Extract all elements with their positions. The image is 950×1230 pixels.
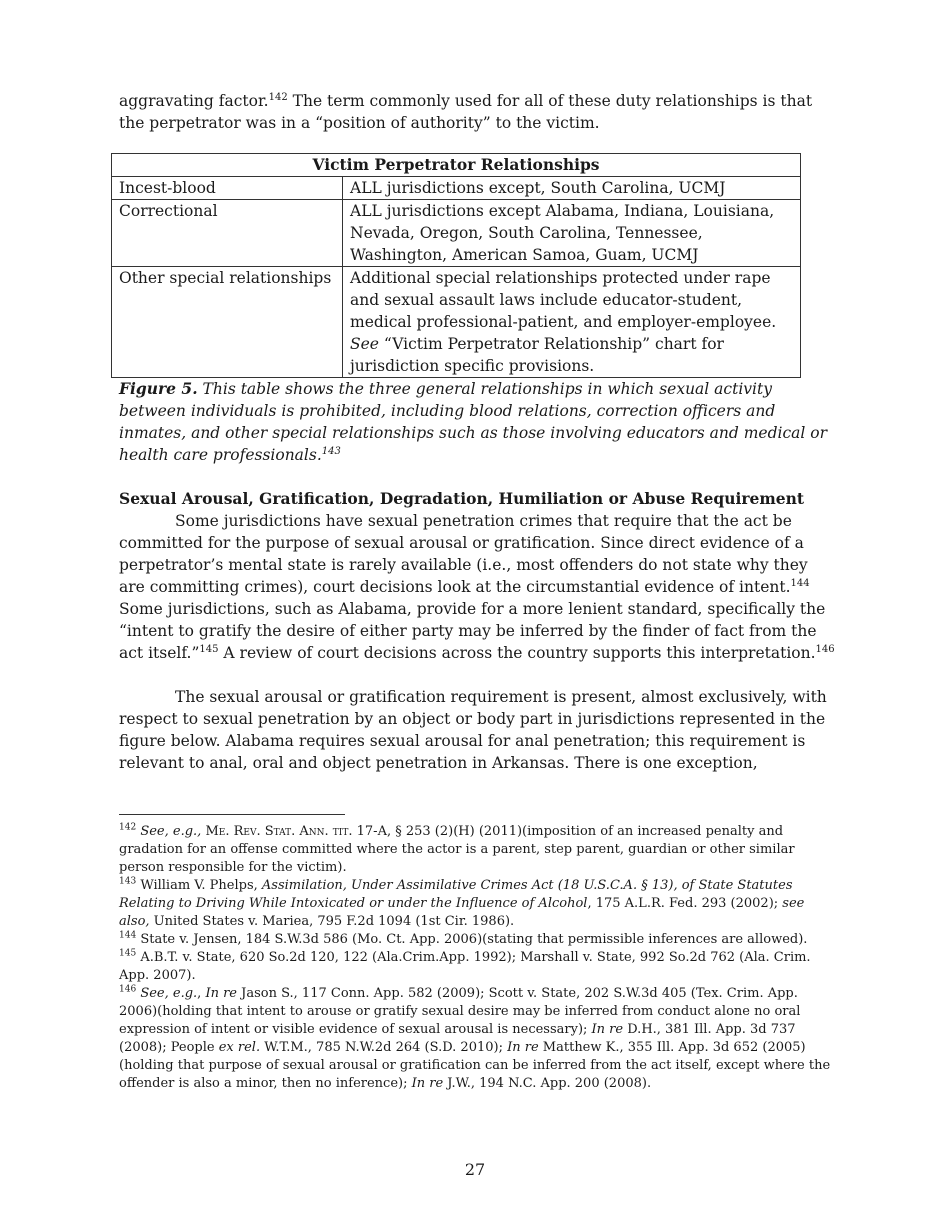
case-signal: ex rel. xyxy=(218,1040,261,1055)
footnote-text: State v. Jensen, 184 S.W.3d 586 (Mo. Ct. App. 2006)(stating that permissible inferences are allowed). xyxy=(136,932,808,947)
table-cell-value: ALL jurisdictions except, South Carolina, UCMJ xyxy=(343,177,801,200)
table-row xyxy=(112,177,801,200)
caption-text: This table shows the three general relationships in which sexual activity between individuals is prohibited, including blood relations, correction officers and inmates, and other special relationships such as those involving educators and medical or health care professionals. xyxy=(119,380,828,464)
table-cell-label: Incest-blood xyxy=(112,177,343,200)
paragraph-text: Some jurisdictions have sexual penetration crimes that require that the act be committed for the purpose of sexual arousal or gratification. Since direct evidence of a perpetrator’s mental state is rarely available (i.e., most offenders do not state why they are committing crimes), court decisions look at the circumstantial evidence of intent. xyxy=(119,512,808,596)
page-number: 27 xyxy=(464,1160,486,1179)
body-paragraph xyxy=(119,510,835,664)
footnote-divider xyxy=(119,814,345,815)
see-signal: See, e.g., xyxy=(140,824,202,839)
footnote-ref[interactable]: 146 xyxy=(815,643,835,655)
footnote-number: 144 xyxy=(119,930,137,941)
table-cell-label: Correctional xyxy=(112,200,343,267)
table-title-row xyxy=(112,154,801,177)
figure-caption xyxy=(119,378,835,466)
footnote-145 xyxy=(119,949,835,985)
table-row xyxy=(112,267,801,378)
case-signal: In re xyxy=(591,1022,624,1037)
see-signal: see also, xyxy=(119,896,805,929)
table-title: Victim Perpetrator Relationships xyxy=(112,154,801,177)
footnote-ref[interactable]: 144 xyxy=(790,577,810,589)
footnote-ref[interactable]: 145 xyxy=(199,643,219,655)
table-row xyxy=(112,200,801,267)
intro-paragraph xyxy=(119,90,835,134)
relationships-table xyxy=(111,153,801,378)
footnote-number: 143 xyxy=(119,876,137,887)
see-signal: See xyxy=(350,335,379,353)
footnote-number: 142 xyxy=(119,822,137,833)
footnote-144 xyxy=(119,931,835,949)
table-cell-value xyxy=(343,267,801,378)
figure-label: Figure 5. xyxy=(119,379,198,398)
article-title: Assimilation, Under Assimilative Crimes Act (18 U.S.C.A. § 13), of State Statutes Relating to Driving While Intoxicated or under the Influence of Alcohol xyxy=(119,878,793,911)
intro-text-end: The term commonly used for all of these duty relationships is that the perpetrator was in a “position of authority” to the victim. xyxy=(119,92,813,132)
footnote-text: William V. Phelps, xyxy=(136,878,262,893)
paragraph-text: Some jurisdictions, such as Alabama, provide for a more lenient standard, specifically the “intent to gratify the desire of either party may be inferred by the finder of fact from the act itself.” xyxy=(119,600,826,662)
footnote-text: D.H., 381 Ill. App. 3d 737 (2008); People xyxy=(119,1022,796,1055)
table-cell-label: Other special relationships xyxy=(112,267,343,378)
footnote-text: Jason S., 117 Conn. App. 582 (2009); Scott v. State, 202 S.W.3d 405 (Tex. Crim. App. 2006)(holding that intent to arouse or gratify sexual desire may be inferred from conduct alone no oral expression of intent or visible evidence of sexual arousal is necessary); xyxy=(119,986,801,1037)
paragraph-text: A review of court decisions across the country supports this interpretation. xyxy=(218,644,816,662)
footnote-text: 17-A, § 253 (2)(H) (2011)(imposition of an increased penalty and gradation for an offense committed where the actor is a parent, step parent, guardian or other similar person responsible for the victim). xyxy=(119,824,795,875)
footnote-number: 146 xyxy=(119,984,137,995)
body-paragraph: The sexual arousal or gratification requirement is present, almost exclusively, with respect to sexual penetration by an object or body part in jurisdictions represented in the figure below. Alabama requires sexual arousal for anal penetration; this requirement is relevant to anal, oral and object penetration in Arkansas. There is one exception, xyxy=(119,688,827,772)
case-signal: In re xyxy=(205,986,237,1001)
section-heading: Sexual Arousal, Gratification, Degradation, Humiliation or Abuse Requirement xyxy=(119,489,805,508)
footnote-text: W.T.M., 785 N.W.2d 264 (S.D. 2010); xyxy=(260,1040,508,1055)
cell-text: Additional special relationships protected under rape and sexual assault laws include educator-student, medical professional-patient, and employer-employee. xyxy=(350,269,777,331)
footnote-146 xyxy=(119,985,835,1093)
case-signal: In re xyxy=(507,1040,539,1055)
intro-text-start: aggravating factor. xyxy=(119,92,269,110)
case-signal: In re xyxy=(411,1076,444,1091)
cell-text: “Victim Perpetrator Relationship” chart for jurisdiction specific provisions. xyxy=(350,335,724,375)
footnote-ref[interactable]: 142 xyxy=(268,91,288,103)
footnote-number: 145 xyxy=(119,948,137,959)
footnote-text: J.W., 194 N.C. App. 200 (2008). xyxy=(443,1076,652,1091)
footnote-text: Matthew K., 355 Ill. App. 3d 652 (2005)(holding that purpose of sexual arousal or gratification can be inferred from the act itself, except where the offender is also a minor, then no inference); xyxy=(119,1040,831,1091)
footnote-text: A.B.T. v. State, 620 So.2d 120, 122 (Ala.Crim.App. 1992); Marshall v. State, 992 So.2d 762 (Ala. Crim. App. 2007). xyxy=(119,950,811,983)
footnote-text: , 175 A.L.R. Fed. 293 (2002); xyxy=(587,896,783,911)
footnote-143 xyxy=(119,877,835,931)
see-signal: See, e.g. xyxy=(140,986,198,1001)
footnote-142 xyxy=(119,823,835,877)
footnote-text: United States v. Mariea, 795 F.2d 1094 (1st Cir. 1986). xyxy=(149,914,515,929)
footnote-text: , xyxy=(197,986,206,1001)
footnote-ref[interactable]: 143 xyxy=(321,445,341,457)
table-cell-value: ALL jurisdictions except Alabama, Indiana, Louisiana, Nevada, Oregon, South Carolina, Tennessee, Washington, American Samoa, Guam, UCMJ xyxy=(343,200,801,267)
citation-source: Me. Rev. Stat. Ann. tit. xyxy=(201,824,353,839)
document-page xyxy=(119,90,835,1093)
